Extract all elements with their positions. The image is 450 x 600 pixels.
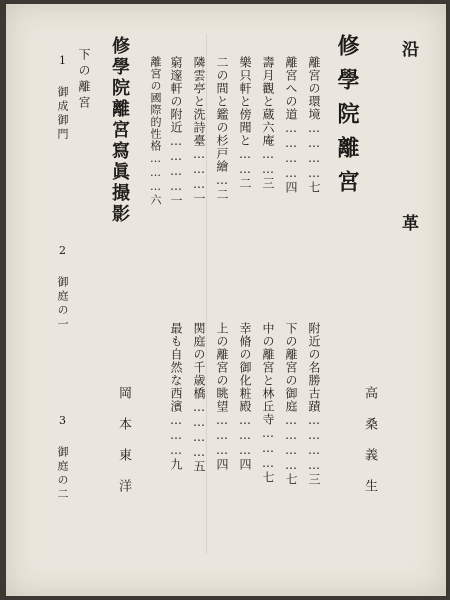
plate-caption: 2 御庭の一 [56, 244, 69, 332]
toc-entry: 窮邃軒の附近…………一 [169, 56, 183, 207]
plate-caption: 1 御成御門 [56, 54, 69, 142]
toc-entry: 最も自然な西濱………九 [169, 322, 183, 471]
toc-entry: 壽月觀と蔵六庵……三 [261, 56, 275, 190]
section3-author: 岡本東洋 [116, 386, 131, 510]
toc-entry: 幸脩の御化粧殿………四 [238, 322, 252, 471]
toc-entry: 関庭の千歳橋…………五 [192, 322, 206, 473]
toc-entry: 中の離宮と林丘寺………七 [261, 322, 275, 484]
section1-title: 修學院離宮 [334, 34, 360, 204]
page-heading: 沿 革 [398, 40, 418, 301]
section2-author: 高桑義生 [362, 386, 377, 510]
section3-title: 修學院離宮寫眞撮影 [109, 36, 130, 225]
section3-subtitle: 下の離宮 [77, 48, 91, 112]
book-page [6, 4, 446, 596]
plate-caption: 3 御庭の二 [56, 414, 69, 502]
toc-entry: 離宮の國際的性格………六 [149, 56, 162, 206]
toc-entry: 離宮の環境…………七 [307, 56, 321, 194]
toc-entry: 隣雲亭と洗詩臺………一 [192, 56, 206, 205]
toc-entry: 下の離宮の御庭…………七 [284, 322, 298, 486]
toc-entry: 樂只軒と傍聞と……二 [238, 56, 252, 190]
toc-entry: 離宮への道…………四 [284, 56, 298, 194]
toc-entry: 上の離宮の眺望………四 [215, 322, 229, 471]
toc-entry: 二の間と鑑の杉戸繪…二 [215, 56, 229, 201]
toc-entry: 附近の名勝古蹟…………三 [307, 322, 321, 486]
